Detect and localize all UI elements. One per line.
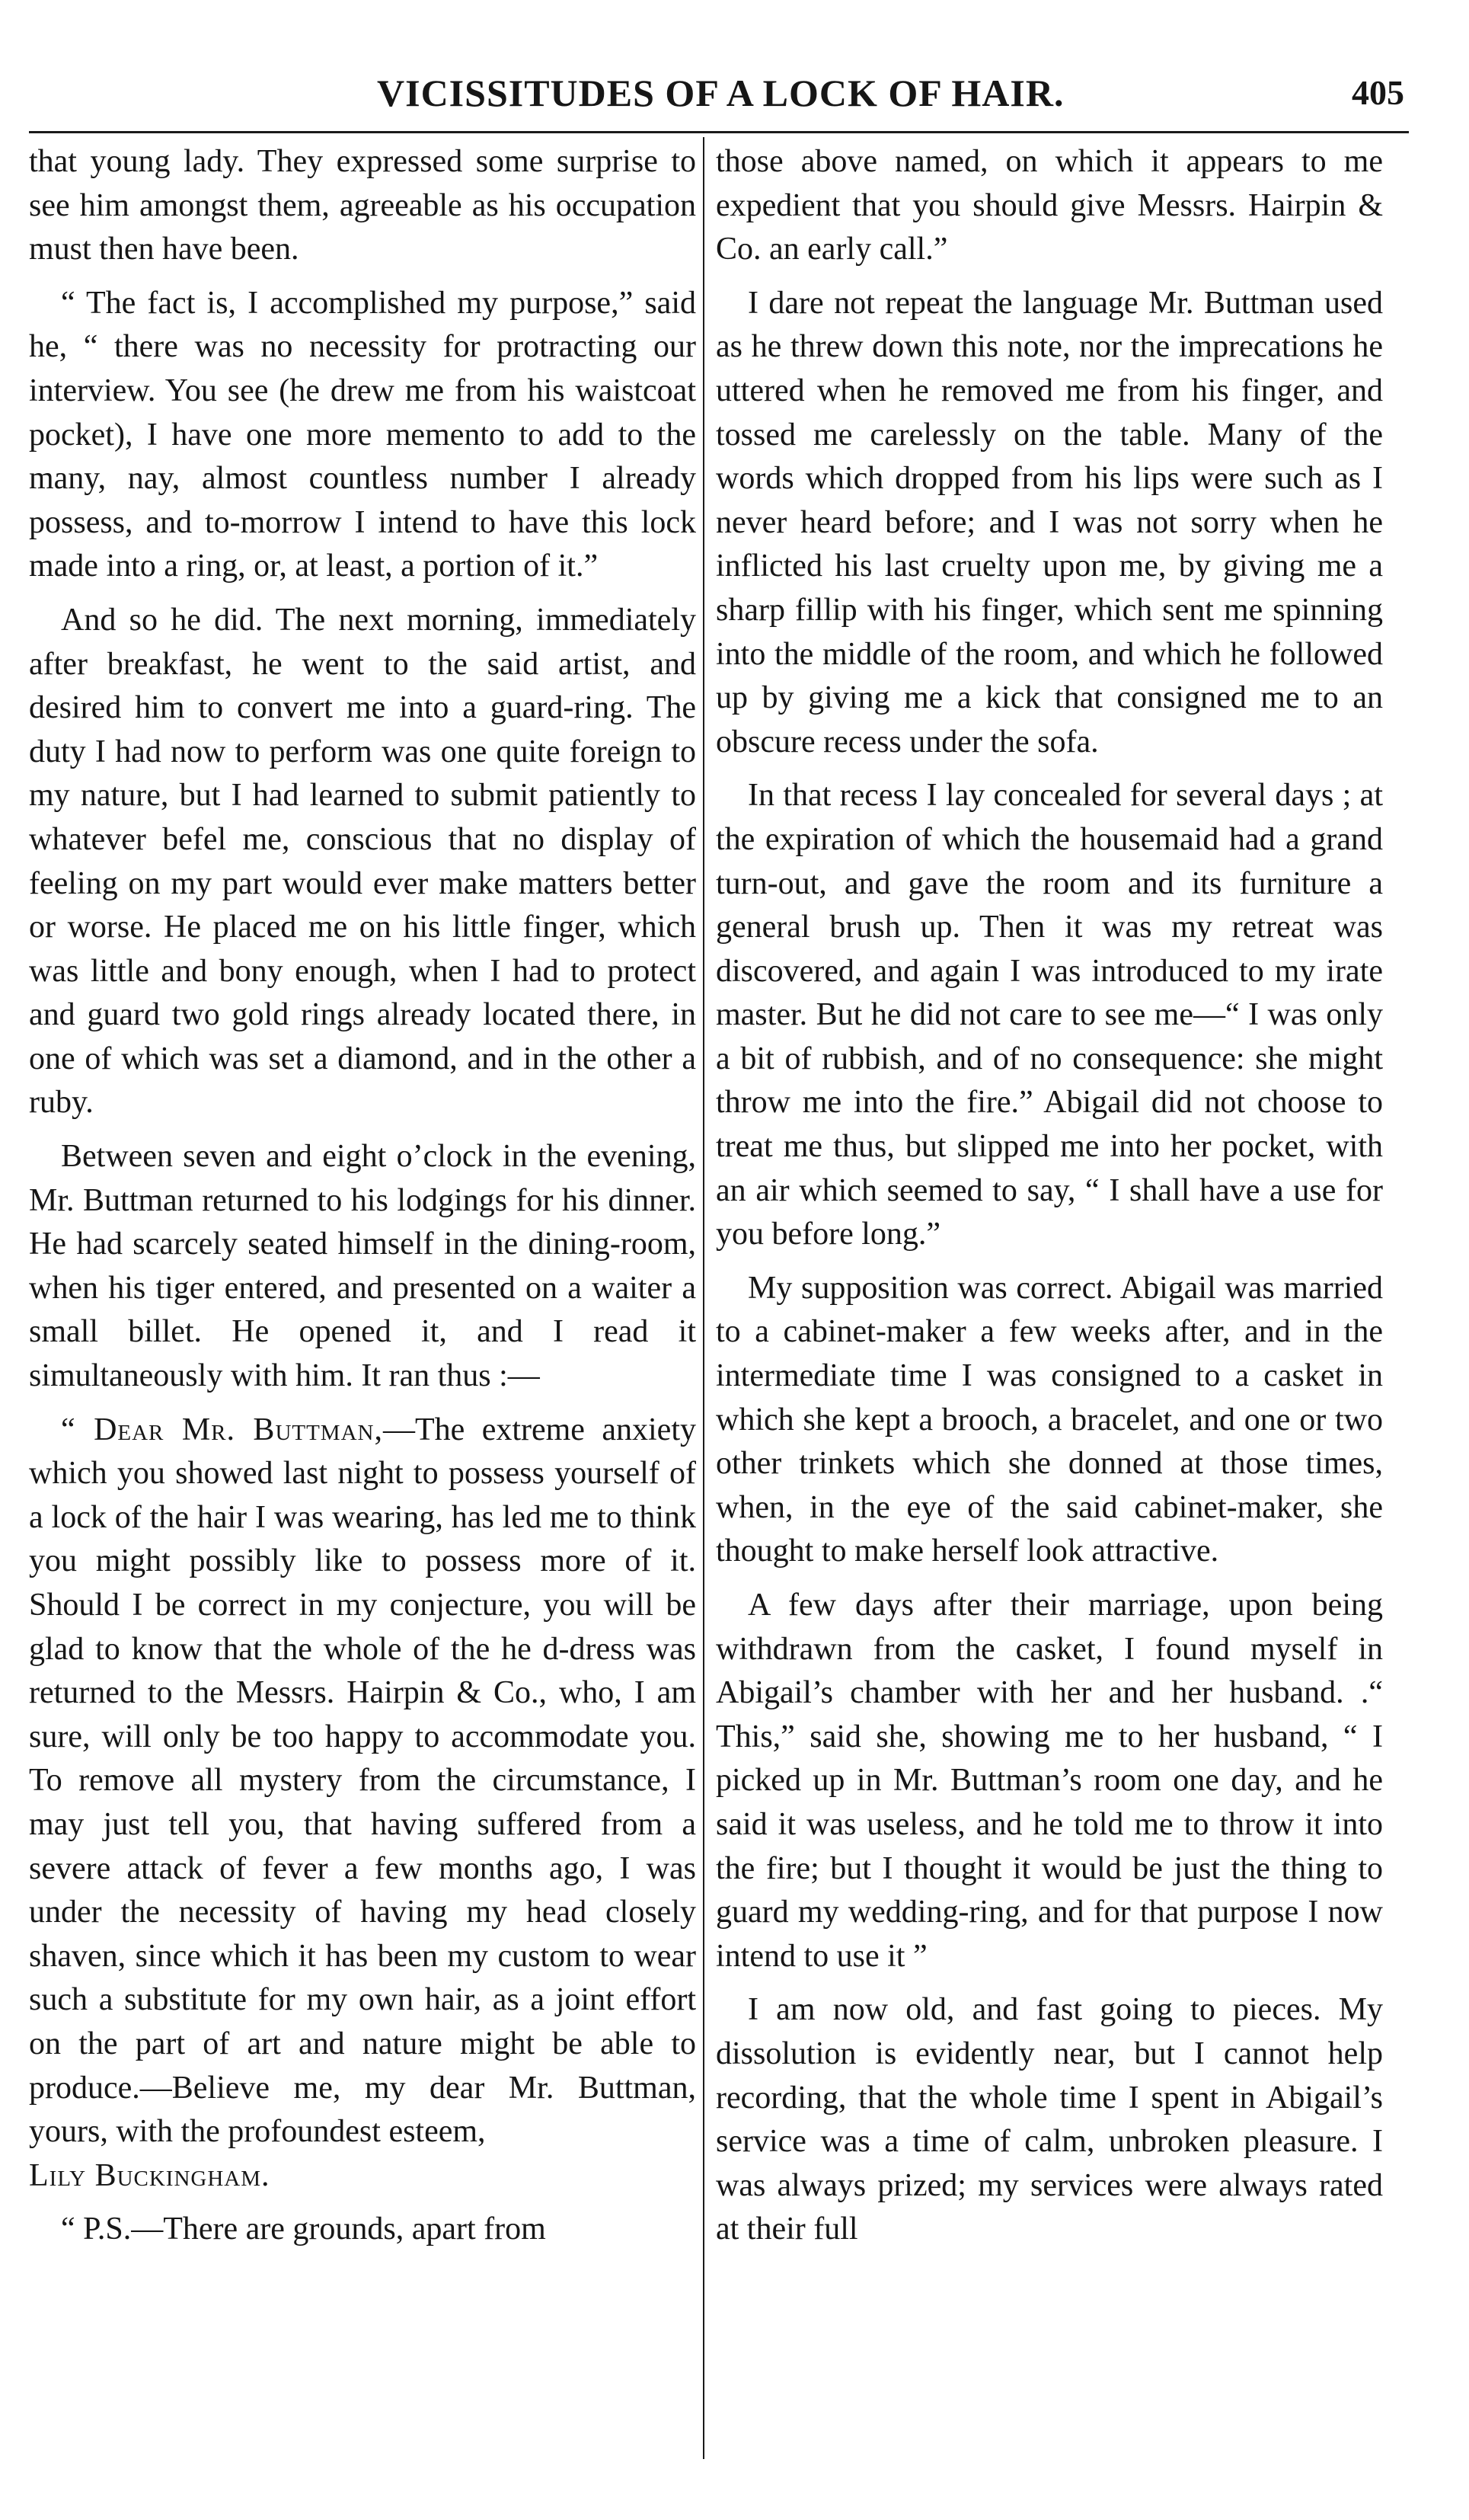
page-header xyxy=(0,0,1469,137)
paragraph: “ P.S.—There are grounds, apart from xyxy=(61,2211,546,2247)
letter-body: —The extreme anxiety which you showed last night to possess yourself of a lock of the hair I was wearing, has led me to think you might possibly like to possess more of it. Should I be correct in my conjecture, you will be glad to know that the whole of the he d-dress was returned to the Messrs. Hairpin & Co., who, I am sure, will only be too happy to accommodate you. To remove all mystery from the circumstance, I may just tell you, that having suffered from a severe attack of fever a few months ago, I was under the necessity of having my head closely shaven, since which it has been my custom to wear such a substitute for my own hair, as a joint effort on the part of art and nature might be able to produce.—Believe me, my dear Mr. Buttman, yours, with the profoundest esteem, xyxy=(29,1412,696,2150)
paragraph: In that recess I lay concealed for several days ; at the expiration of which the housemaid had a grand turn-out, and gave the room and its furniture a general brush up. Then it was my retreat was discovered, and again I was introduced to my irate master. But he did not care to see me—“ I was only a bit of rubbish, and of no consequence: she might throw me into the fire.” Abigail did not choose to treat me thus, but slipped me into her pocket, with an air which seemed to say, “ I shall have a use for you before long.” xyxy=(716,778,1383,1252)
paragraph: A few days after their marriage, upon being withdrawn from the casket, I found myself in Abigail’s chamber with her and her husband. .“ This,” said she, showing me to her husband, “ I picked up in Mr. Buttman’s room one day, and he said it was useless, and he told me to throw it into the fire; but I thought it would be just the thing to guard my wedding-ring, and for that purpose I now intend to use it ” xyxy=(716,1588,1383,1974)
letter-paragraph xyxy=(29,1409,696,2199)
right-column xyxy=(716,140,1383,2262)
page-number: 405 xyxy=(1352,73,1404,112)
paragraph: And so he did. The next morning, immediately after breakfast, he went to the said artist, and desired him to convert me into a guard-ring. The duty I had now to perform was one quite foreign to my nature, but I had learned to submit patiently to whatever befel me, conscious that no display of feeling on my part would ever make matters better or worse. He placed me on his little finger, which was little and bony enough, when I had to protect and guard two gold rings already located there, in one of which was set a diamond, and in the other a ruby. xyxy=(29,602,696,1121)
paragraph: that young lady. They expressed some surprise to see him amongst them, agreeable as his occupation must then have been. xyxy=(29,144,696,267)
paragraph: those above named, on which it appears to me expedient that you should give Messrs. Hairpin & Co. an early call.” xyxy=(716,144,1383,267)
paragraph: I am now old, and fast going to pieces. My dissolution is evidently near, but I cannot help recording, that the whole time I spent in Abigail’s service was a time of calm, unbroken pleasure. I was always prized; my services were always rated at their full xyxy=(716,1992,1383,2247)
header-rule xyxy=(29,131,1409,133)
paragraph: My supposition was correct. Abigail was married to a cabinet-maker a few weeks after, and in the intermediate time I was consigned to a casket in which she kept a brooch, a bracelet, and one or two other trinkets which she donned at those times, when, in the eye of the said cabinet-maker, she thought to make herself look attractive. xyxy=(716,1270,1383,1569)
letter-salutation: “ Dear Mr. Buttman, xyxy=(61,1412,383,1447)
column-divider xyxy=(703,137,704,2459)
left-column xyxy=(29,140,696,2262)
letter-signature: Lily Buckingham. xyxy=(29,2157,270,2193)
running-title: VICISSITUDES OF A LOCK OF HAIR. xyxy=(377,72,1065,114)
paragraph: Between seven and eight o’clock in the evening, Mr. Buttman returned to his lodgings for his dinner. He had scarcely seated himself in the dining-room, when his tiger entered, and presented on a waiter a small billet. He opened it, and I read it simultaneously with him. It ran thus :— xyxy=(29,1139,696,1394)
paragraph: I dare not repeat the language Mr. Buttman used as he threw down this note, nor the imprecations he uttered when he removed me from his finger, and tossed me carelessly on the table. Many of the words which dropped from his lips were such as I never heard before; and I was not sorry when he inflicted his last cruelty upon me, by giving me a sharp fillip with his finger, which sent me spinning into the middle of the room, and which he followed up by giving me a kick that consigned me to an obscure recess under the sofa. xyxy=(716,285,1383,760)
paragraph: “ The fact is, I accomplished my purpose,” said he, “ there was no necessity for protracting our interview. You see (he drew me from his waistcoat pocket), I have one more memento to add to the many, nay, almost countless number I already possess, and to-morrow I intend to have this lock made into a ring, or, at least, a portion of it.” xyxy=(29,285,696,584)
